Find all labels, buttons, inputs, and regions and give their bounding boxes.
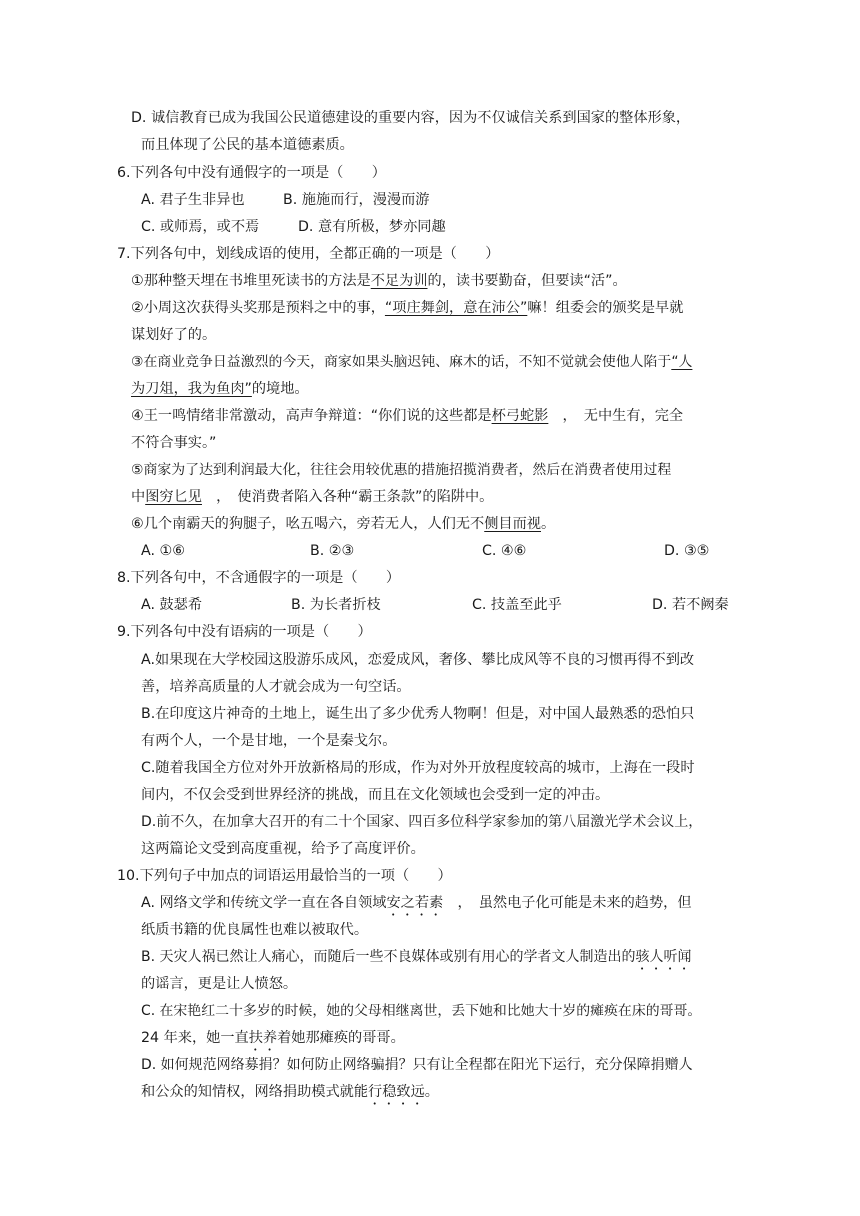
q8-option-c: C. 技盖至此乎: [472, 597, 562, 613]
q7-stem: 7.下列各句中，划线成语的使用，全都正确的一项是（ ）: [117, 246, 500, 262]
q9-option-c-line2: 间内，不仅会受到世界经济的挑战，而且在文化领域也会受到一定的冲击。: [141, 787, 610, 803]
q9-option-b-line1: B.在印度这片神奇的土地上，诞生出了多少优秀人物啊！但是，对中国人最熟悉的恐怕只: [141, 706, 695, 722]
q7-sentence-1: [131, 271, 627, 291]
q7-s6-pre: ⑥几个南霸天的狗腿子，吆五喝六，旁若无人，人们无不: [131, 516, 485, 532]
q7-s6-idiom: 侧目而视: [484, 516, 541, 532]
q7-s3-idiom-part2: 为刀俎，我为鱼肉”: [131, 381, 252, 397]
q10-option-c-line1: C. 在宋艳红二十多岁的时候，她的父母相继离世，丢下她和比她大十岁的瘫痪在床的哥哥。: [141, 1003, 702, 1019]
q7-sentence-6: [131, 514, 555, 534]
q10-b-dotted-term: 骇人听闻: [635, 949, 692, 965]
q8-stem: 8.下列各句中，不含通假字的一项是（ ）: [117, 570, 401, 586]
q10-d-dotted-term: 行稳致远: [368, 1084, 425, 1100]
q10-a-post: ， 虽然电子化可能是未来的趋势，但: [443, 895, 692, 911]
q10-b-pre: B. 天灾人祸已然让人痛心，而随后一些不良媒体或别有用心的学者文人制造出的: [141, 949, 636, 965]
q10-a-pre: A. 网络文学和传统文学一直在各自领域: [141, 895, 387, 911]
q7-option-c: C. ④⑥: [482, 543, 527, 559]
q8-option-d: D. 若不阙秦: [652, 597, 729, 613]
q7-sentence-4: [131, 406, 683, 426]
q10-option-c-line2: [141, 1028, 405, 1054]
q6-option-b: B. 施施而行，漫漫而游: [283, 192, 430, 208]
q10-option-d-line2: [141, 1082, 439, 1108]
q7-s3-idiom-part1: “人: [671, 354, 693, 370]
q7-s2-pre: ②小周这次获得头奖那是预料之中的事，: [131, 300, 385, 316]
q10-c-post: 着她那瘫痪的哥哥。: [277, 1030, 405, 1046]
q10-d-post: 。: [424, 1084, 439, 1100]
q5-option-d-line1: D. 诚信教育已成为我国公民道德建设的重要内容，因为不仅诚信关系到国家的整体形象，: [131, 110, 691, 126]
q10-a-dotted-term: 安之若素: [386, 895, 444, 911]
q7-s3-post: 的境地。: [251, 381, 309, 397]
q10-option-a-line1: [141, 893, 692, 919]
q7-sentence-3: [131, 352, 692, 372]
q6-option-d: D. 意有所极，梦亦同趣: [298, 219, 446, 235]
q9-option-a-line2: 善，培养高质量的人才就会成为一句空话。: [141, 679, 411, 695]
q7-s1-pre: ①那种整天埋在书堆里死读书的方法是: [131, 273, 371, 289]
q9-option-d-line2: 这两篇论文受到高度重视，给予了高度评价。: [141, 841, 425, 857]
q9-option-c-line1: C.随着我国全方位对外开放新格局的形成，作为对外开放程度较高的城市，上海在一段时: [141, 760, 695, 776]
q7-s6-post: 。: [541, 516, 556, 532]
q7-s5-idiom: 图穷匕见: [145, 489, 202, 505]
q7-s2-post: 嘛！组委会的颁奖是早就: [527, 300, 684, 316]
q7-s4-pre: ④王一鸣情绪非常激动，高声争辩道：“你们说的这些都是: [131, 408, 492, 424]
q10-c-dotted-term: 扶养: [248, 1030, 278, 1046]
q9-option-a-line1: A.如果现在大学校园这股游乐成风，恋爱成风，奢侈、攀比成风等不良的习惯再得不到改: [141, 652, 695, 668]
q7-option-b: B. ②③: [310, 543, 355, 559]
q7-s4-post: ， 无中生有，完全: [548, 408, 684, 424]
q9-option-b-line2: 有两个人，一个是甘地，一个是秦戈尔。: [141, 733, 397, 749]
q7-sentence-3-line2: [131, 379, 309, 399]
q7-s4-idiom: 杯弓蛇影: [491, 408, 549, 424]
q6-option-c: C. 或师焉，或不焉: [141, 219, 260, 235]
q10-option-d-line1: D. 如何规范网络募捐？如何防止网络骗捐？只有让全程都在阳光下运行，充分保障捐赠人: [141, 1057, 693, 1073]
q6-stem: 6.下列各句中没有通假字的一项是（ ）: [117, 165, 386, 181]
q8-option-b: B. 为长者折枝: [291, 597, 381, 613]
q9-stem: 9.下列各句中没有语病的一项是（ ）: [117, 624, 372, 640]
q10-option-b-line2: 的谣言，更是让人愤怒。: [141, 976, 298, 992]
q10-option-b-line1: [141, 947, 692, 973]
q10-stem: 10.下列句子中加点的词语运用最恰当的一项（ ）: [117, 868, 452, 884]
q10-c-pre: 24 年来，她一直: [141, 1030, 249, 1046]
q7-option-a: A. ①⑥: [141, 543, 185, 559]
q7-option-d: D. ③⑤: [664, 543, 710, 559]
q6-option-a: A. 君子生非异也: [141, 192, 245, 208]
q7-s5-pre: 中: [131, 489, 146, 505]
q7-s2-idiom: “项庄舞剑，意在沛公”: [384, 300, 528, 316]
q10-option-a-line2: 纸质书籍的优良属性也难以被取代。: [141, 922, 369, 938]
q5-option-d-line2: 而且体现了公民的基本道德素质。: [141, 137, 354, 153]
q7-s3-pre: ③在商业竞争日益激烈的今天，商家如果头脑迟钝、麻木的话，不知不觉就会使他人陷于: [131, 354, 672, 370]
q8-option-a: A. 鼓瑟希: [141, 597, 203, 613]
q7-s1-post: 的，读书要勤奋，但要读“活”。: [427, 273, 627, 289]
q7-sentence-2-line2: 谋划好了的。: [131, 327, 217, 343]
q9-option-d-line1: D.前不久，在加拿大召开的有二十个国家、四百多位科学家参加的第八届激光学术会议上，: [141, 814, 703, 830]
q7-sentence-4-line2: 不符合事实。”: [131, 435, 217, 451]
q7-sentence-5: ⑤商家为了达到利润最大化，往往会用较优惠的措施招揽消费者，然后在消费者使用过程: [131, 462, 672, 478]
q7-s5-post: ， 使消费者陷入各种“霸王条款”的陷阱中。: [201, 489, 494, 505]
q10-d-pre: 和公众的知情权，网络捐助模式就能: [141, 1084, 369, 1100]
q7-sentence-5-line2: [131, 487, 493, 507]
q7-s1-idiom: 不足为训: [370, 273, 428, 289]
q7-sentence-2: [131, 298, 683, 318]
